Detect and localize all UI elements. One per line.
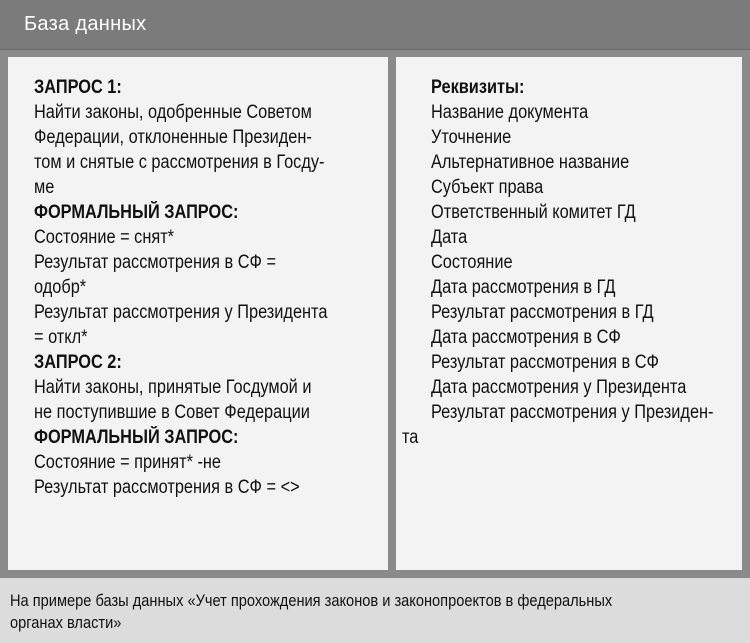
query-line: Состояние = принят* -не xyxy=(34,452,222,473)
query-line: том и снятые с рассмотрения в Госду- xyxy=(34,152,325,173)
header-title: База данных xyxy=(24,13,147,35)
attribute-item-continuation: та xyxy=(402,427,419,448)
attributes-panel xyxy=(396,57,742,570)
attribute-item: Уточнение xyxy=(431,127,512,148)
query-line: ЗАПРОС 2: xyxy=(34,352,122,373)
query-line: = откл* xyxy=(34,327,88,348)
query-line: ФОРМАЛЬНЫЙ ЗАПРОС: xyxy=(34,202,239,223)
attribute-item: Результат рассмотрения у Президен- xyxy=(431,402,714,423)
caption-line: На примере базы данных «Учет прохождения законов и законопроектов в федеральных xyxy=(10,591,613,610)
attribute-item: Результат рассмотрения в ГД xyxy=(431,302,654,323)
query-line: Найти законы, одобренные Советом xyxy=(34,102,312,123)
query-line: Результат рассмотрения у Президента xyxy=(34,302,328,323)
attribute-item: Дата рассмотрения в СФ xyxy=(431,327,621,348)
attribute-item: Альтернативное название xyxy=(431,152,630,173)
header-bar xyxy=(0,0,750,50)
query-line: Состояние = снят* xyxy=(34,227,175,248)
query-line: ЗАПРОС 1: xyxy=(34,77,122,98)
query-line: ФОРМАЛЬНЫЙ ЗАПРОС: xyxy=(34,427,239,448)
query-line: не поступившие в Совет Федерации xyxy=(34,402,310,423)
caption-footer xyxy=(0,578,750,643)
attribute-item: Название документа xyxy=(431,102,589,123)
attribute-item: Дата рассмотрения в ГД xyxy=(431,277,616,298)
query-line: ме xyxy=(34,177,55,198)
attributes-heading: Реквизиты: xyxy=(431,77,525,98)
attribute-item: Дата рассмотрения у Президента xyxy=(431,377,687,398)
query-line: Результат рассмотрения в СФ = xyxy=(34,252,277,273)
query-line: одобр* xyxy=(34,277,87,298)
query-line: Результат рассмотрения в СФ = <> xyxy=(34,477,300,498)
attribute-item: Ответственный комитет ГД xyxy=(431,202,636,223)
query-line: Федерации, отклоненные Президен- xyxy=(34,127,312,148)
query-panel xyxy=(8,57,388,570)
caption-line: органах власти» xyxy=(10,613,122,632)
query-line: Найти законы, принятые Госдумой и xyxy=(34,377,312,398)
attribute-item: Состояние xyxy=(431,252,513,273)
attribute-item: Результат рассмотрения в СФ xyxy=(431,352,659,373)
attribute-item: Субъект права xyxy=(431,177,544,198)
attribute-item: Дата xyxy=(431,227,468,248)
